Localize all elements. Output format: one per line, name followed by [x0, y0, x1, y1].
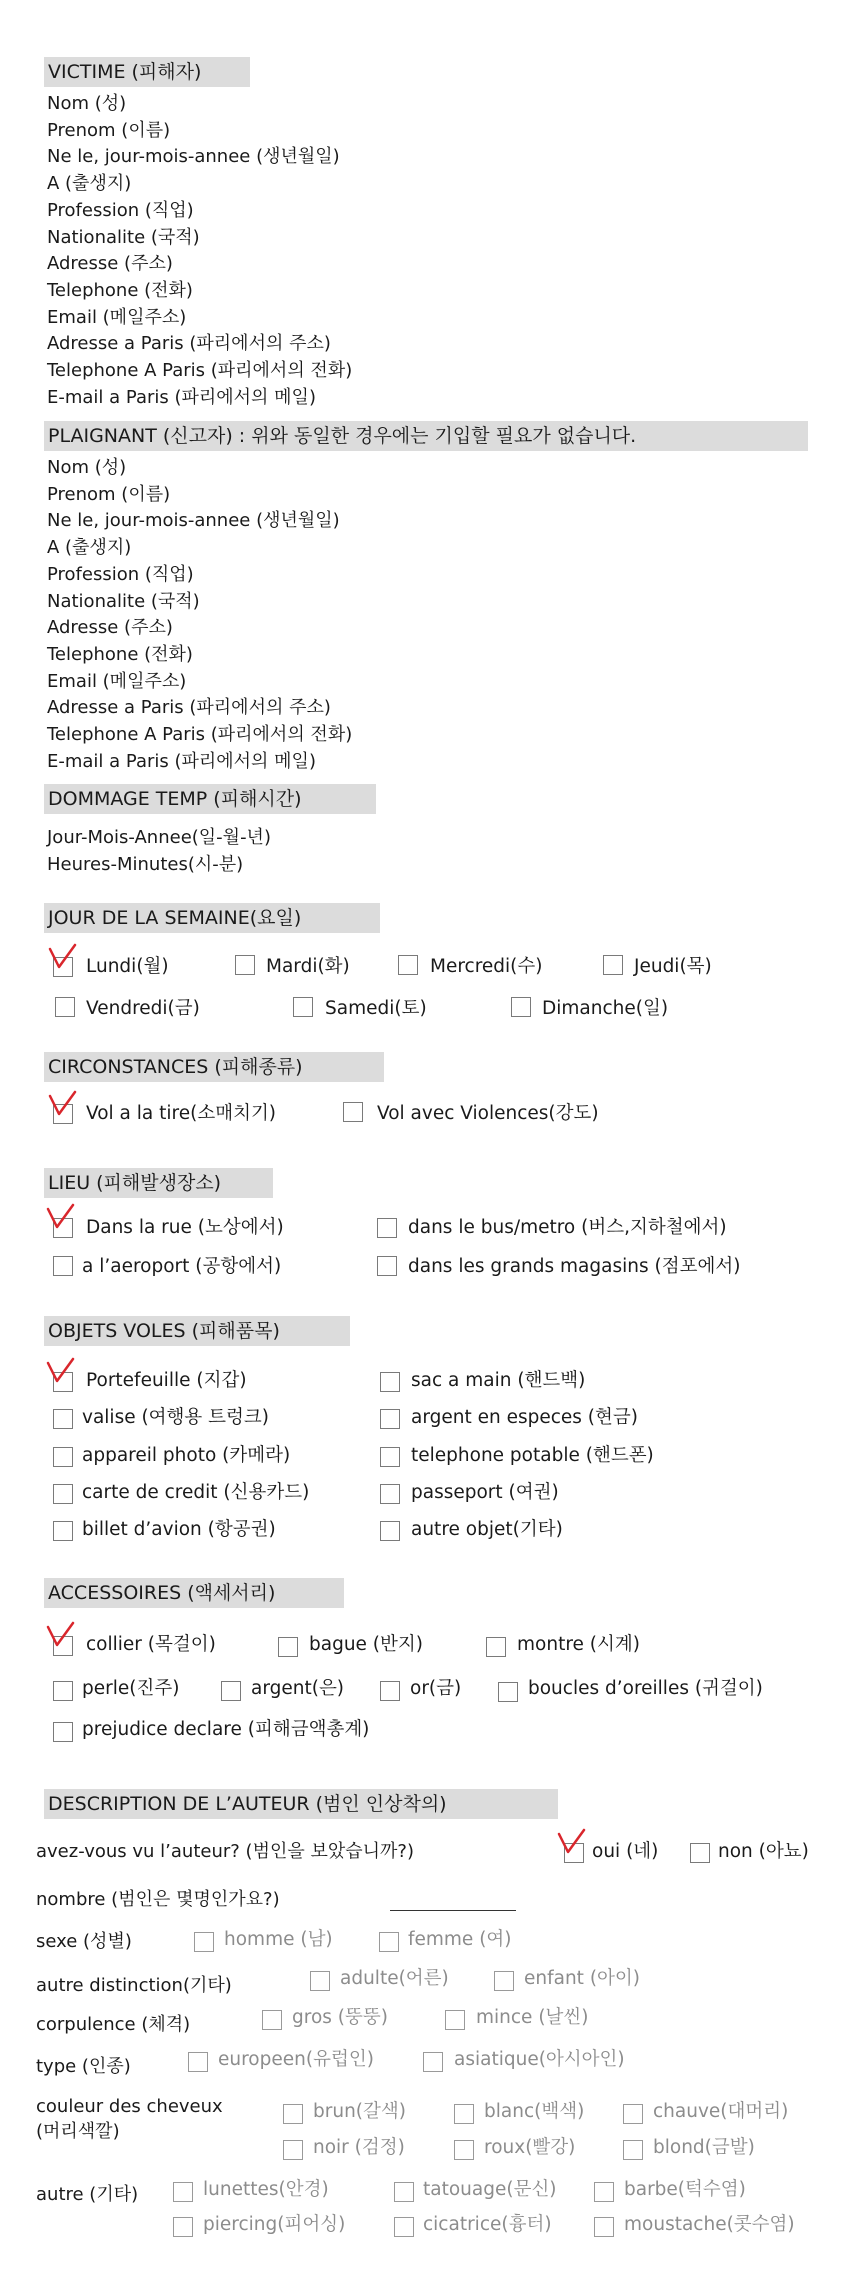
- magasins-label: dans les grands magasins (점포에서): [408, 1256, 741, 1277]
- sexe-label: sexe (성별): [36, 1931, 132, 1952]
- telephone-checkbox[interactable]: [380, 1447, 400, 1467]
- vol-violences-checkbox[interactable]: [343, 1102, 363, 1122]
- billet-avion-checkbox[interactable]: [53, 1521, 73, 1541]
- mardi-label: Mardi(화): [266, 956, 350, 977]
- montre-label: montre (시계): [517, 1634, 640, 1655]
- tatouage-checkbox[interactable]: [394, 2182, 414, 2202]
- jeudi-label: Jeudi(목): [634, 956, 712, 977]
- noir-label: noir (검정): [313, 2137, 405, 2158]
- vendredi-checkbox[interactable]: [55, 997, 75, 1017]
- victime-field-line[interactable]: E-mail a Paris (파리에서의 메일): [47, 386, 316, 408]
- autre-objet-label: autre objet(기타): [411, 1519, 563, 1540]
- enfant-label: enfant (아이): [524, 1968, 640, 1989]
- plaignant-field-line[interactable]: Telephone A Paris (파리에서의 전화): [47, 724, 353, 745]
- montre-checkbox[interactable]: [486, 1637, 506, 1657]
- lieu-header: LIEU (피해발생장소): [44, 1168, 273, 1198]
- mince-label: mince (날씬): [476, 2007, 589, 2028]
- bague-label: bague (반지): [309, 1634, 423, 1655]
- circonstances-header: CIRCONSTANCES (피해종류): [44, 1052, 384, 1082]
- victime-field-line[interactable]: Adresse (주소): [47, 253, 173, 275]
- victime-field-line[interactable]: Prenom (이름): [47, 119, 171, 141]
- vendredi-label: Vendredi(금): [86, 998, 200, 1019]
- roux-label: roux(빨강): [484, 2137, 576, 2158]
- check-mark-icon: [48, 943, 78, 975]
- autre-objet-checkbox[interactable]: [380, 1521, 400, 1541]
- non-label: non (아뇨): [718, 1841, 809, 1862]
- brun-label: brun(갈색): [313, 2101, 406, 2122]
- or-label: or(금): [410, 1678, 462, 1699]
- victime-field-line[interactable]: Telephone (전화): [47, 279, 193, 301]
- aeroport-checkbox[interactable]: [53, 1256, 73, 1276]
- plaignant-field-line[interactable]: Ne le, jour-mois-annee (생년월일): [47, 510, 340, 532]
- victime-field-line[interactable]: Ne le, jour-mois-annee (생년월일): [47, 146, 340, 168]
- argent-especes-checkbox[interactable]: [380, 1409, 400, 1429]
- cheveux-label-kr: (머리색깔): [36, 2121, 120, 2142]
- mercredi-checkbox[interactable]: [398, 955, 418, 975]
- check-mark-icon: [46, 1621, 76, 1653]
- perle-checkbox[interactable]: [53, 1681, 73, 1701]
- gros-label: gros (뚱뚱): [292, 2007, 388, 2028]
- femme-checkbox[interactable]: [379, 1932, 399, 1952]
- dommage-time-field[interactable]: Heures-Minutes(시-분): [47, 854, 244, 875]
- autre-label: autre (기타): [36, 2184, 139, 2205]
- valise-label: valise (여행용 트렁크): [82, 1407, 270, 1428]
- check-mark-icon: [557, 1828, 587, 1860]
- samedi-label: Samedi(토): [325, 998, 427, 1019]
- plaignant-field-line[interactable]: Profession (직업): [47, 563, 194, 585]
- plaignant-field-line[interactable]: Adresse (주소): [47, 617, 173, 639]
- magasins-checkbox[interactable]: [377, 1256, 397, 1276]
- passeport-checkbox[interactable]: [380, 1484, 400, 1504]
- moustache-label: moustache(콧수염): [624, 2214, 795, 2235]
- moustache-checkbox[interactable]: [594, 2217, 614, 2237]
- vol-violences-label: Vol avec Violences(강도): [377, 1103, 599, 1124]
- barbe-label: barbe(턱수염): [624, 2179, 746, 2200]
- cheveux-label: couleur des cheveux: [36, 2096, 223, 2117]
- carte-credit-checkbox[interactable]: [53, 1484, 73, 1504]
- adulte-label: adulte(어른): [340, 1968, 449, 1989]
- enfant-checkbox[interactable]: [494, 1971, 514, 1991]
- asiatique-checkbox[interactable]: [423, 2052, 443, 2072]
- valise-checkbox[interactable]: [53, 1409, 73, 1429]
- chauve-label: chauve(대머리): [653, 2101, 789, 2122]
- dimanche-checkbox[interactable]: [511, 997, 531, 1017]
- nombre-input[interactable]: [390, 1910, 516, 1911]
- plaignant-header: PLAIGNANT (신고자) : 위와 동일한 경우에는 기입할 필요가 없습니다.: [44, 421, 808, 451]
- mardi-checkbox[interactable]: [235, 955, 255, 975]
- prejudice-checkbox[interactable]: [53, 1722, 73, 1742]
- passeport-label: passeport (여권): [411, 1482, 559, 1503]
- aeroport-label: a l’aeroport (공항에서): [82, 1256, 282, 1277]
- roux-checkbox[interactable]: [454, 2140, 474, 2160]
- jour-header: JOUR DE LA SEMAINE(요일): [44, 903, 380, 933]
- victime-field-line[interactable]: Profession (직업): [47, 199, 194, 221]
- mince-checkbox[interactable]: [445, 2010, 465, 2030]
- plaignant-field-line[interactable]: Nationalite (국적): [47, 590, 200, 612]
- piercing-checkbox[interactable]: [173, 2217, 193, 2237]
- boucles-checkbox[interactable]: [498, 1682, 518, 1702]
- vol-tire-label: Vol a la tire(소매치기): [86, 1103, 277, 1124]
- blond-label: blond(금발): [653, 2137, 755, 2158]
- argent-label: argent(은): [251, 1678, 345, 1699]
- portefeuille-label: Portefeuille (지갑): [86, 1370, 247, 1391]
- victime-field-line[interactable]: A (출생지): [47, 173, 132, 195]
- dommage-date-field[interactable]: Jour-Mois-Annee(일-월-년): [47, 827, 271, 848]
- piercing-label: piercing(피어싱): [203, 2214, 346, 2235]
- europeen-label: europeen(유럽인): [218, 2049, 374, 2070]
- accessoires-header: ACCESSOIRES (액세서리): [44, 1578, 344, 1608]
- mercredi-label: Mercredi(수): [430, 956, 543, 977]
- sac-main-checkbox[interactable]: [380, 1372, 400, 1392]
- homme-checkbox[interactable]: [194, 1932, 214, 1952]
- victime-field-line[interactable]: Nationalite (국적): [47, 226, 200, 248]
- lunettes-label: lunettes(안경): [203, 2179, 329, 2200]
- plaignant-field-line[interactable]: Email (메일주소): [47, 670, 187, 692]
- victime-field-line[interactable]: Email (메일주소): [47, 306, 187, 328]
- plaignant-field-line[interactable]: Telephone (전화): [47, 643, 193, 665]
- victime-header: VICTIME (피해자): [44, 57, 250, 87]
- plaignant-field-line[interactable]: A (출생지): [47, 537, 132, 559]
- auteur-header: DESCRIPTION DE L’AUTEUR (범인 인상착의): [44, 1789, 558, 1819]
- lunettes-checkbox[interactable]: [173, 2182, 193, 2202]
- victime-field-line[interactable]: Nom (성): [47, 93, 127, 114]
- bus-metro-label: dans le bus/metro (버스,지하철에서): [408, 1217, 727, 1238]
- bus-metro-checkbox[interactable]: [377, 1218, 397, 1238]
- femme-label: femme (여): [408, 1929, 512, 1950]
- brun-checkbox[interactable]: [283, 2104, 303, 2124]
- barbe-checkbox[interactable]: [594, 2182, 614, 2202]
- gros-checkbox[interactable]: [262, 2010, 282, 2030]
- objets-header: OBJETS VOLES (피해품목): [44, 1316, 350, 1346]
- oui-label: oui (네): [592, 1841, 659, 1862]
- autre-distinction-label: autre distinction(기타): [36, 1975, 232, 1996]
- tatouage-label: tatouage(문신): [423, 2179, 557, 2200]
- non-checkbox[interactable]: [690, 1843, 710, 1863]
- dimanche-label: Dimanche(일): [542, 998, 669, 1019]
- prejudice-label: prejudice declare (피해금액총계): [82, 1719, 370, 1740]
- collier-label: collier (목걸이): [86, 1634, 216, 1655]
- blanc-label: blanc(백색): [484, 2101, 585, 2122]
- lundi-label: Lundi(월): [86, 956, 169, 977]
- dommage-header: DOMMAGE TEMP (피해시간): [44, 784, 376, 814]
- victime-field-line[interactable]: Telephone A Paris (파리에서의 전화): [47, 360, 353, 381]
- billet-avion-label: billet d’avion (항공권): [82, 1519, 276, 1540]
- cicatrice-checkbox[interactable]: [394, 2217, 414, 2237]
- jeudi-checkbox[interactable]: [603, 955, 623, 975]
- sac-main-label: sac a main (핸드백): [411, 1370, 586, 1391]
- argent-checkbox[interactable]: [221, 1681, 241, 1701]
- blond-checkbox[interactable]: [623, 2140, 643, 2160]
- noir-checkbox[interactable]: [283, 2140, 303, 2160]
- argent-especes-label: argent en especes (현금): [411, 1407, 638, 1428]
- plaignant-field-line[interactable]: Prenom (이름): [47, 483, 171, 505]
- plaignant-field-line[interactable]: Adresse a Paris (파리에서의 주소): [47, 697, 331, 719]
- telephone-label: telephone potable (핸드폰): [411, 1445, 654, 1466]
- carte-credit-label: carte de credit (신용카드): [82, 1482, 310, 1503]
- homme-label: homme (남): [224, 1929, 333, 1950]
- or-checkbox[interactable]: [380, 1681, 400, 1701]
- nombre-label: nombre (범인은 몇명인가요?): [36, 1889, 280, 1910]
- boucles-label: boucles d’oreilles (귀걸이): [528, 1678, 763, 1699]
- appareil-photo-checkbox[interactable]: [53, 1447, 73, 1467]
- rue-label: Dans la rue (노상에서): [86, 1217, 284, 1238]
- plaignant-field-line[interactable]: Nom (성): [47, 457, 127, 478]
- europeen-checkbox[interactable]: [188, 2052, 208, 2072]
- samedi-checkbox[interactable]: [293, 997, 313, 1017]
- vu-auteur-question: avez-vous vu l’auteur? (범인을 보았습니까?): [36, 1841, 414, 1862]
- corpulence-label: corpulence (체격): [36, 2014, 191, 2035]
- perle-label: perle(진주): [82, 1678, 180, 1699]
- check-mark-icon: [46, 1357, 76, 1389]
- appareil-photo-label: appareil photo (카메라): [82, 1445, 291, 1466]
- chauve-checkbox[interactable]: [623, 2104, 643, 2124]
- type-label: type (인종): [36, 2056, 131, 2077]
- cicatrice-label: cicatrice(흉터): [423, 2214, 552, 2235]
- victime-field-line[interactable]: Adresse a Paris (파리에서의 주소): [47, 333, 331, 355]
- blanc-checkbox[interactable]: [454, 2104, 474, 2124]
- plaignant-field-line[interactable]: E-mail a Paris (파리에서의 메일): [47, 750, 316, 772]
- check-mark-icon: [48, 1090, 78, 1122]
- check-mark-icon: [46, 1203, 76, 1235]
- asiatique-label: asiatique(아시아인): [454, 2049, 625, 2070]
- adulte-checkbox[interactable]: [310, 1971, 330, 1991]
- bague-checkbox[interactable]: [278, 1637, 298, 1657]
